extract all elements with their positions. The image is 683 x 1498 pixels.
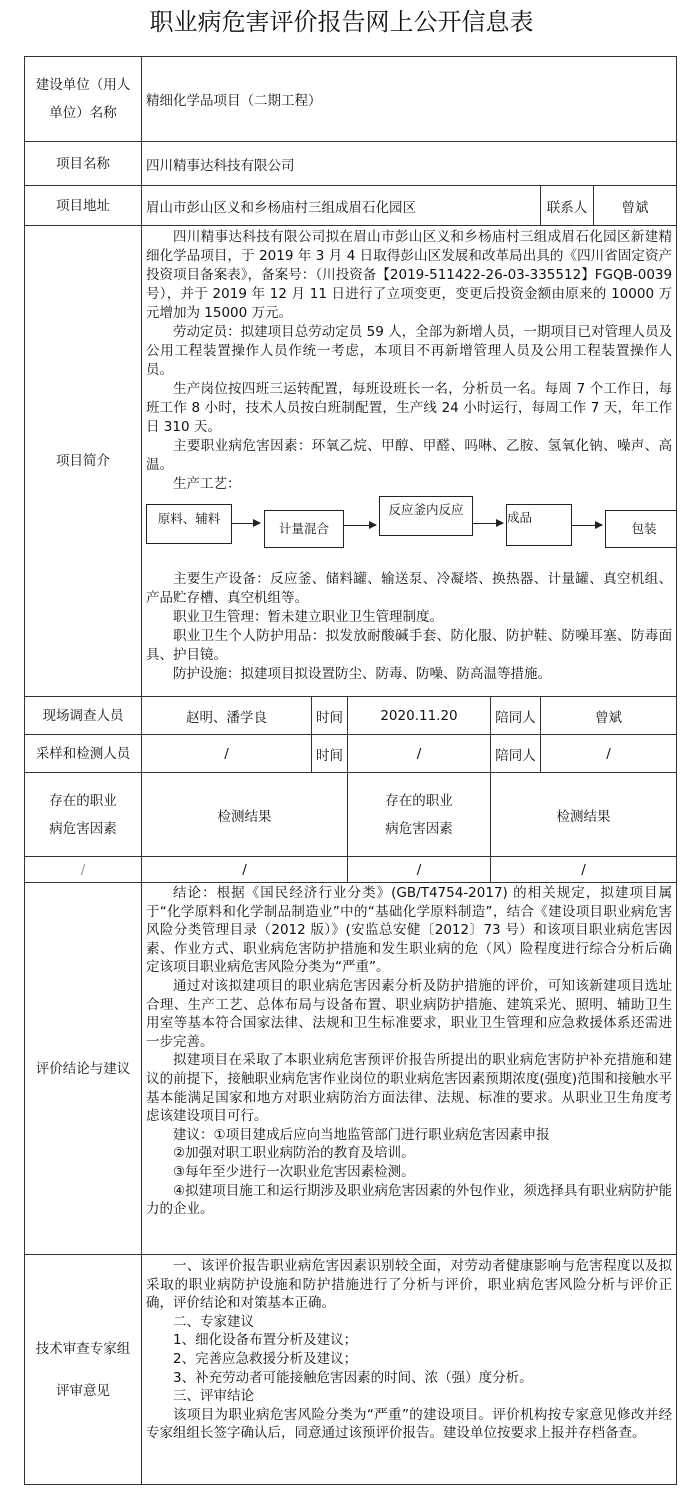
flow-step-reaction: 反应釜内反应 [379,496,473,536]
conclusion-paragraph: ②加强对职工职业病防治的教育及培训。 [173,1145,415,1162]
survey-time-value: 2020.11.20 [348,697,491,735]
process-flow-diagram [146,496,672,560]
flow-step-packaging: 包装 [605,510,677,548]
project-intro-content [142,226,677,697]
conclusion-paragraph: 通过对该拟建项目的职业病危害因素分析及防护措施的评价，可知该新建项目选址合理、生产工艺、总体布局与设备布置、职业病防护措施、建筑采光、照明、辅助卫生用室等基本符合国家法律、法规和卫生标准要求，职业卫生管理和应急救援体系还需进一步完善。 [146,977,673,1050]
flow-arrow [232,523,260,524]
project-intro-label: 项目简介 [25,226,142,697]
intro-paragraph: 职业卫生管理：暂未建立职业卫生管理制度。 [173,609,443,625]
sampling-accomp-value: / [541,735,677,773]
unit-label: 建设单位（用人 单位）名称 [25,57,142,142]
survey-persons: 赵明、潘学良 [142,697,312,735]
conclusion-paragraph: 拟建项目在采取了本职业病危害预评价报告所提出的职业病危害防护补充措施和建议的前提下，接触职业病危害作业岗位的职业病危害因素预期浓度(强度)范围和接触水平基本能满足国家和地方对职业病防治方面法律、法规、标准的要求。从职业卫生角度考虑该建设项目可行。 [146,1052,673,1125]
hazard-result-header-2: 检测结果 [491,773,677,857]
review-paragraph: 三、评审结论 [173,1388,254,1405]
survey-accomp-value: 曾斌 [541,697,677,735]
conclusion-paragraph: ③每年至少进行一次职业危害因素检测。 [173,1163,415,1180]
sampling-row [25,735,677,773]
flow-arrow [344,525,376,526]
hazard-value-row [25,857,677,883]
intro-paragraph: 劳动定员：拟建项目总劳动定员 59 人，全部为新增人员，一期项目已对管理人员及公用工程装置操作人员作统一考虑，本项目不再新增管理人员及公用工程装置操作人员。 [146,324,673,378]
project-name-label: 项目名称 [25,142,142,186]
hazard-result-value-2: / [491,857,677,883]
unit-row [25,57,677,142]
conclusion-paragraph: 建议：①项目建成后应向当地监管部门进行职业病危害因素申报 [173,1126,550,1143]
page-title: 职业病危害评价报告网上公开信息表 [149,8,534,36]
project-address-row [25,186,677,226]
survey-accomp-label: 陪同人 [491,697,541,735]
intro-paragraph: 主要生产设备：反应釜、储料罐、输送泵、冷凝塔、换热器、计量罐、真空机组、产品贮存槽、真空机组等。 [146,571,673,606]
conclusion-content [142,883,677,1255]
flow-step-raw-material: 原料、辅料 [146,504,232,544]
survey-label: 现场调查人员 [25,697,142,735]
sampling-label: 采样和检测人员 [25,735,142,773]
intro-paragraph: 防护设施：拟建项目拟设置防尘、防毒、防噪、防高温等措施。 [173,666,551,682]
hazard-header-row [25,773,677,857]
project-intro-row [25,226,677,697]
intro-paragraph: 生产工艺： [173,476,241,492]
conclusion-label: 评价结论与建议 [25,883,142,1255]
hazard-factor-header-2: 存在的职业 病危害因素 [348,773,491,857]
flow-arrow [572,525,602,526]
conclusion-row [25,883,677,1255]
project-address-value: 眉山市彭山区义和乡杨庙村三组成眉石化园区 [142,186,541,226]
conclusion-paragraph: ④拟建项目施工和运行期涉及职业病危害因素的外包作业，须选择具有职业病防护能力的企业。 [146,1182,673,1218]
project-address-label: 项目地址 [25,186,142,226]
intro-paragraph: 职业卫生个人防护用品：拟发放耐酸碱手套、防化服、防护鞋、防噪耳塞、防毒面具、护目镜。 [146,628,673,663]
review-paragraph: 3、补充劳动者可能接触危害因素的时间、浓（强）度分析。 [173,1369,533,1386]
review-label: 技术审查专家组 评审意见 [25,1255,142,1485]
hazard-factor-value: / [25,857,142,883]
hazard-factor-header: 存在的职业 病危害因素 [25,773,142,857]
hazard-result-value: / [142,857,348,883]
project-name-value: 四川精事达科技有限公司 [142,142,677,186]
intro-paragraph: 四川精事达科技有限公司拟在眉山市彭山区义和乡杨庙村三组成眉石化园区新建精细化学品项目，于 2019 年 3 月 4 日取得彭山区发展和改革局出具的《四川省固定资产投资项目备案表》，备案号：（川投资备【2019-511422-26-03-335512】FGQB-0039 号），并于 2019 年 12 月 11 日进行了立项变更，变更后投资金额由原来的 10000 万元增加为 15000 万元。 [146,229,673,321]
contact-value: 曾斌 [594,186,677,226]
info-table [24,56,677,1485]
survey-time-label: 时间 [312,697,348,735]
survey-row [25,697,677,735]
sampling-accomp-label: 陪同人 [491,735,541,773]
review-paragraph: 一、该评价报告职业病危害因素识别较全面，对劳动者健康影响与危害程度以及拟采取的职业病防护设施和防护措施进行了分析与评价，职业病危害风险分析与评价正确，评价结论和对策基本正确。 [146,1258,673,1312]
review-paragraph: 2、完善应急救援分析及建议； [173,1350,358,1367]
review-row [25,1255,677,1485]
review-paragraph: 该项目为职业病危害风险分类为“严重”的建设项目。评价机构按专家意见修改并经专家组组长签字确认后，同意通过该预评价报告。建设单位按要求上报并存档备查。 [146,1406,673,1442]
intro-paragraph: 生产岗位按四班三运转配置，每班设班长一名，分析员一名。每周 7 个工作日，每班工作 8 小时，技术人员按白班制配置，生产线 24 小时运行，每周工作 7 天，年工作日 310 天。 [146,381,673,435]
review-paragraph: 二、专家建议 [173,1313,254,1330]
flow-step-product: 成品 [506,504,572,546]
sampling-time-label: 时间 [312,735,348,773]
flow-step-metering: 计量混合 [264,510,344,548]
review-content [142,1255,677,1485]
intro-paragraph: 主要职业病危害因素：环氧乙烷、甲醇、甲醛、吗啉、乙胺、氢氧化钠、噪声、高温。 [146,438,673,473]
hazard-result-header: 检测结果 [142,773,348,857]
unit-value: 精细化学品项目（二期工程） [142,57,677,142]
contact-label: 联系人 [541,186,594,226]
sampling-persons: / [142,735,312,773]
conclusion-paragraph: 结论：根据《国民经济行业分类》(GB/T4754-2017) 的相关规定，拟建项目属于“化学原料和化学制品制造业”中的“基础化学原料制造”，结合《建设项目职业病危害风险分类管理目录（2012 版）》(安监总安健〔2012〕73 号）和该项目职业病危害因素、作业方式、职业病危害防护措施和发生职业病的危（风）险程度进行综合分析后确定该项目职业病危害风险分类为“严重”。 [146,885,673,976]
project-name-row [25,142,677,186]
sampling-time-value: / [348,735,491,773]
review-paragraph: 1、细化设备布置分析及建议； [173,1332,358,1349]
hazard-factor-value-2: / [348,857,491,883]
flow-arrow [473,523,503,524]
